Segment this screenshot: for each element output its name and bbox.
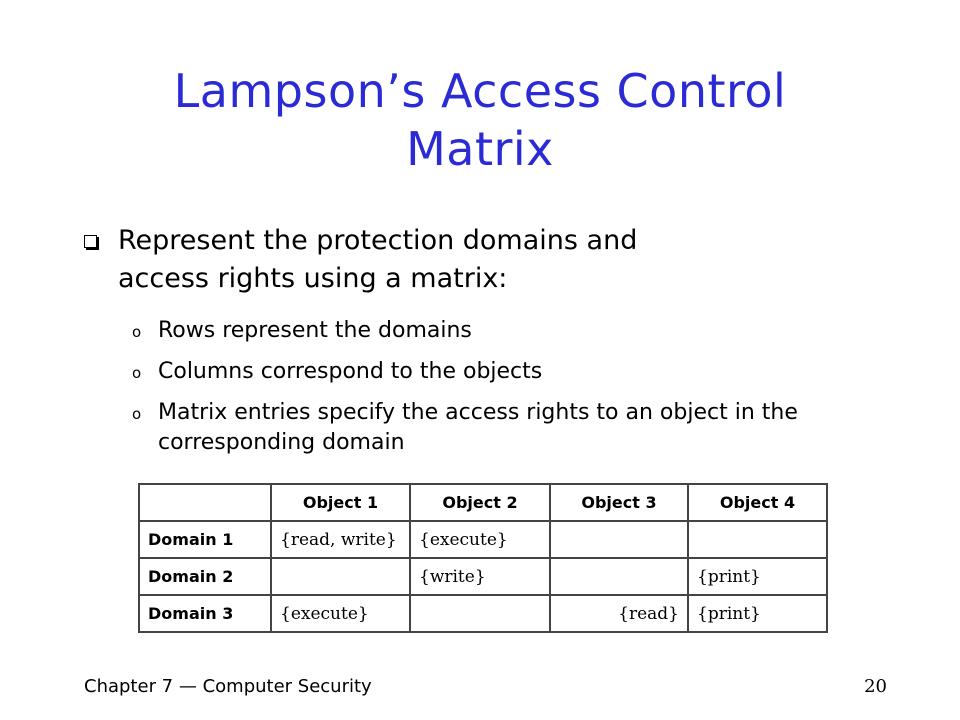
sub-bullet-item (132, 398, 862, 458)
main-bullet-line-2: access rights using a matrix: (118, 263, 508, 294)
matrix-cell: {read} (550, 595, 688, 632)
access-control-matrix (138, 483, 828, 633)
matrix-cell: {execute} (410, 521, 550, 558)
circle-bullet-icon: o (132, 405, 142, 423)
sub-bullet-text: Columns correspond to the objects (158, 359, 543, 384)
sub-bullet-item (132, 357, 862, 387)
page-number: 20 (864, 676, 887, 697)
matrix-corner-cell (139, 484, 271, 521)
main-bullet (84, 222, 864, 298)
sub-bullet-item (132, 316, 862, 346)
matrix-cell (688, 521, 827, 558)
column-header-object-2: Object 2 (410, 484, 550, 521)
matrix-row-domain-2 (139, 558, 827, 595)
slide-title (60, 62, 900, 178)
row-header-domain-2: Domain 2 (139, 558, 271, 595)
matrix-header-row (139, 484, 827, 521)
title-line-2: Matrix (406, 122, 554, 176)
sub-bullet-list (132, 316, 862, 469)
main-bullet-line-1: Represent the protection domains and (118, 225, 638, 256)
matrix-row-domain-1 (139, 521, 827, 558)
circle-bullet-icon: o (132, 364, 142, 382)
title-line-1: Lampson’s Access Control (173, 64, 787, 118)
sub-bullet-text: Matrix entries specify the access rights to an object in the corresponding domain (158, 400, 798, 455)
sub-bullet-text: Rows represent the domains (158, 318, 472, 343)
matrix-cell (550, 521, 688, 558)
matrix-cell: {read, write} (271, 521, 410, 558)
matrix-cell (550, 558, 688, 595)
footer-chapter: Chapter 7 — Computer Security (84, 676, 372, 697)
column-header-object-3: Object 3 (550, 484, 688, 521)
matrix-cell (410, 595, 550, 632)
row-header-domain-3: Domain 3 (139, 595, 271, 632)
circle-bullet-icon: o (132, 323, 142, 341)
matrix-cell: {write} (410, 558, 550, 595)
matrix-cell (271, 558, 410, 595)
row-header-domain-1: Domain 1 (139, 521, 271, 558)
matrix-cell: {execute} (271, 595, 410, 632)
column-header-object-1: Object 1 (271, 484, 410, 521)
square-bullet-icon (84, 235, 97, 248)
matrix-row-domain-3 (139, 595, 827, 632)
matrix-cell: {print} (688, 558, 827, 595)
column-header-object-4: Object 4 (688, 484, 827, 521)
matrix-cell: {print} (688, 595, 827, 632)
